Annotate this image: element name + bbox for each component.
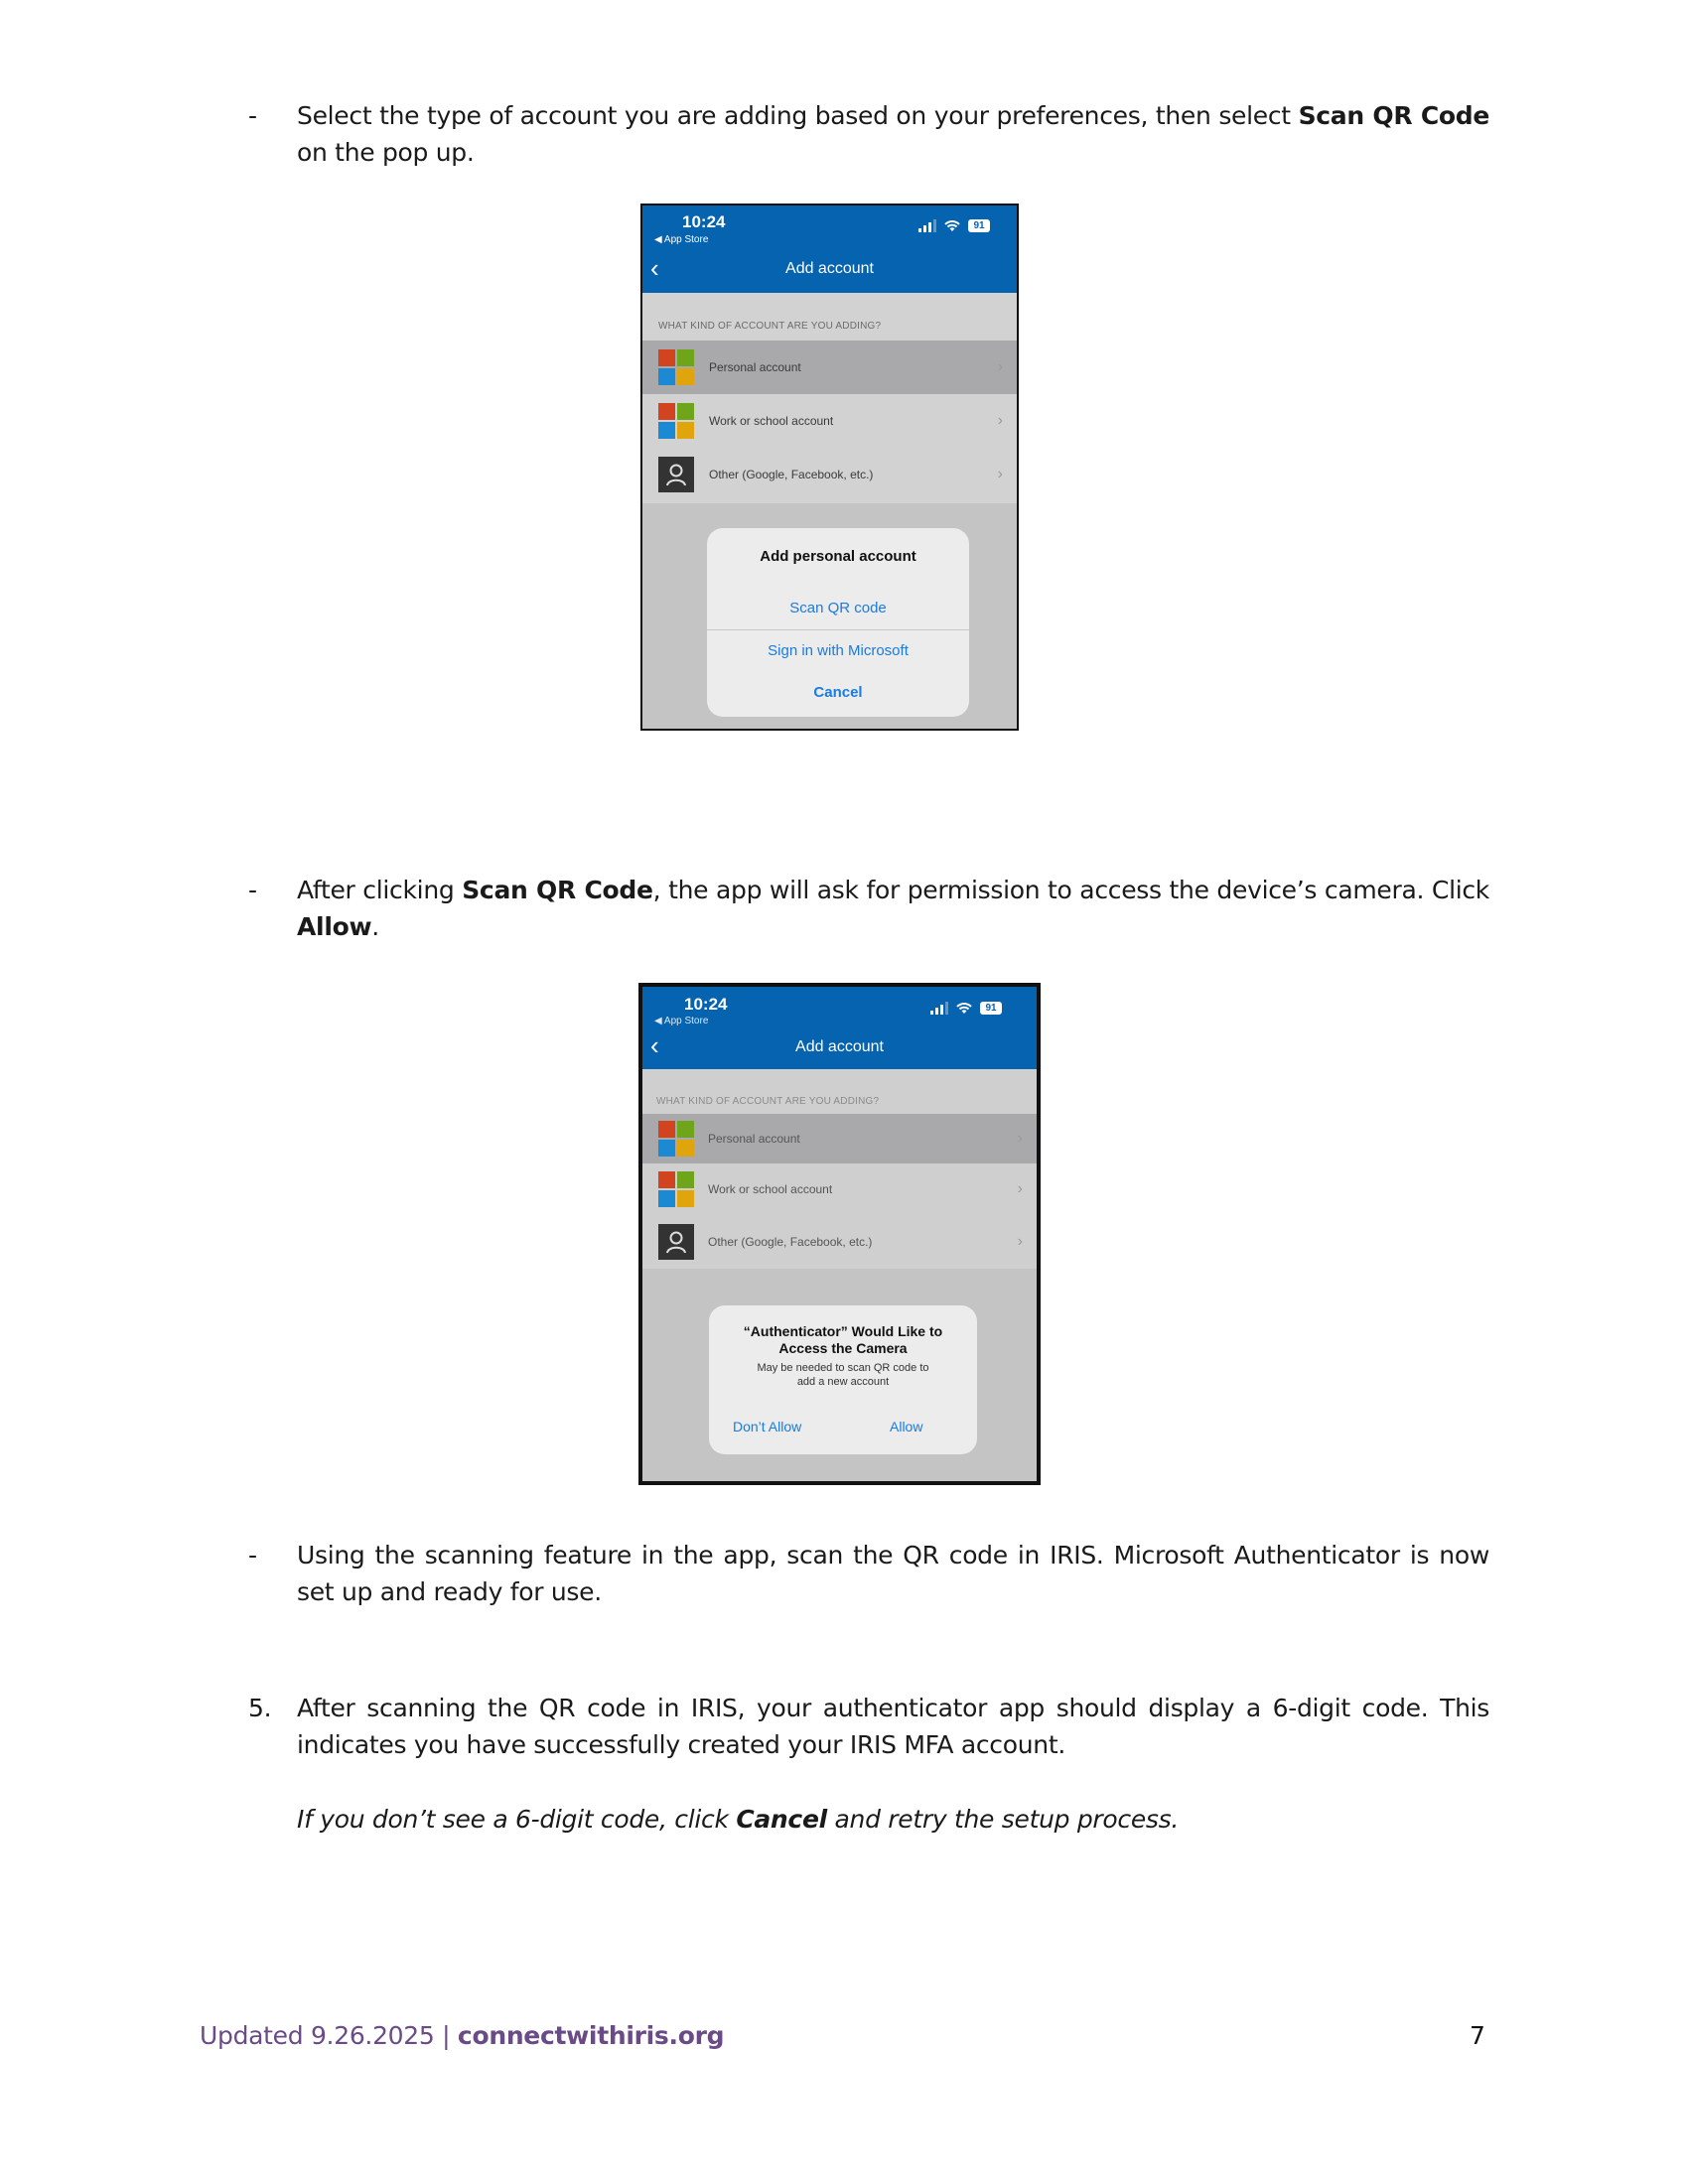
- signal-icon: [930, 1002, 948, 1015]
- status-time: 10:24: [684, 995, 728, 1014]
- dialog-title: “Authenticator” Would Like to Access the Camera: [743, 1323, 943, 1356]
- chevron-left-icon[interactable]: ‹: [650, 1030, 659, 1060]
- chevron-right-icon: ›: [997, 466, 1003, 482]
- screen-title: Add account: [795, 1038, 884, 1055]
- bullet-marker: -: [248, 101, 257, 130]
- microsoft-logo-icon: [658, 1171, 694, 1207]
- bold-scan-qr-code: Scan QR Code: [462, 876, 653, 904]
- section-label: WHAT KIND OF ACCOUNT ARE YOU ADDING?: [658, 321, 882, 332]
- wifi-icon: [956, 1003, 972, 1015]
- step-text: Using the scanning feature in the app, scan the QR code in IRIS. Microsoft Authenticator is now set up and ready for use.: [297, 1541, 1489, 1606]
- microsoft-logo-icon: [658, 349, 694, 385]
- list-item-label: Other (Google, Facebook, etc.): [708, 1234, 873, 1249]
- list-item-label: Personal account: [708, 1132, 800, 1146]
- screen-title: Add account: [785, 260, 874, 277]
- footer-separator: |: [434, 2021, 458, 2050]
- camera-permission-dialog: [709, 1305, 977, 1454]
- account-type-list: [642, 1069, 1037, 1269]
- person-icon: [658, 1224, 694, 1260]
- wifi-icon: [944, 220, 960, 232]
- step-5-confirm-code: [248, 1690, 1489, 1838]
- battery-indicator: 91: [968, 219, 990, 232]
- app-header: [642, 987, 1037, 1069]
- cancel-button[interactable]: Cancel: [813, 684, 863, 701]
- retry-note: If you don’t see a 6-digit code, click Cancel and retry the setup process.: [297, 1805, 1179, 1834]
- bold-allow: Allow: [297, 912, 372, 941]
- chevron-right-icon: ›: [1017, 1232, 1023, 1250]
- microsoft-logo-icon: [658, 1121, 694, 1157]
- app-header: [642, 205, 1017, 293]
- dialog-message: May be needed to scan QR code to add a new account: [757, 1362, 929, 1388]
- chevron-right-icon: ›: [997, 412, 1003, 429]
- list-item-other-account[interactable]: [642, 1215, 1037, 1268]
- step-scan-qr-code: [248, 1537, 1489, 1610]
- step-select-account-type: [248, 97, 1489, 171]
- section-label: WHAT KIND OF ACCOUNT ARE YOU ADDING?: [656, 1096, 880, 1107]
- bold-scan-qr-code: Scan QR Code: [1298, 101, 1489, 130]
- updated-date: Updated 9.26.2025: [200, 2021, 435, 2050]
- signal-icon: [918, 219, 936, 232]
- step-text: Select the type of account you are adding based on your preferences, then select Scan QR Code on the pop up.: [297, 101, 1489, 167]
- page-number: 7: [1470, 2021, 1485, 2050]
- chevron-right-icon: ›: [1017, 1180, 1023, 1197]
- list-item-work-or-school-account[interactable]: [642, 394, 1017, 448]
- bullet-marker: -: [248, 876, 257, 904]
- step-allow-camera: [248, 872, 1489, 945]
- microsoft-logo-icon: [658, 403, 694, 439]
- list-item-label: Other (Google, Facebook, etc.): [709, 468, 874, 481]
- back-to-app-store: ◀ App Store: [654, 234, 709, 245]
- dialog-title: Add personal account: [760, 548, 916, 565]
- scan-qr-code-button[interactable]: Scan QR code: [789, 600, 887, 616]
- list-item-label: Personal account: [709, 360, 801, 374]
- step-text: After scanning the QR code in IRIS, your authenticator app should display a 6-digit code. This indicates you have successfully created your IRIS MFA account.: [297, 1694, 1489, 1759]
- list-item-personal-account[interactable]: [642, 341, 1017, 394]
- list-item-label: Work or school account: [708, 1182, 833, 1196]
- chevron-right-icon: ›: [1017, 1130, 1023, 1147]
- battery-indicator: 91: [980, 1002, 1002, 1015]
- list-number: 5.: [248, 1694, 272, 1722]
- website-link[interactable]: connectwithiris.org: [457, 2021, 725, 2050]
- allow-button[interactable]: Allow: [890, 1419, 923, 1434]
- status-icons: [930, 1002, 1002, 1015]
- back-to-app-store: ◀ App Store: [654, 1016, 709, 1026]
- list-item-work-or-school-account[interactable]: [642, 1163, 1037, 1215]
- bold-cancel: Cancel: [736, 1805, 827, 1834]
- phone-screenshot-camera-permission: [638, 983, 1041, 1485]
- dont-allow-button[interactable]: Don’t Allow: [733, 1419, 802, 1434]
- status-time: 10:24: [682, 212, 726, 231]
- chevron-left-icon[interactable]: ‹: [650, 253, 659, 283]
- account-type-list: [642, 293, 1017, 503]
- chevron-right-icon: ›: [997, 358, 1003, 375]
- add-personal-account-dialog: [707, 528, 969, 717]
- person-icon: [658, 457, 694, 492]
- sign-in-with-microsoft-button[interactable]: Sign in with Microsoft: [768, 642, 909, 659]
- footer: [200, 2021, 724, 2050]
- list-item-personal-account[interactable]: [642, 1114, 1037, 1163]
- step-text: After clicking Scan QR Code, the app will ask for permission to access the device’s camera. Click Allow.: [297, 876, 1489, 941]
- bullet-marker: -: [248, 1541, 257, 1570]
- phone-screenshot-add-personal-account: [640, 204, 1019, 731]
- status-icons: [918, 219, 990, 232]
- list-item-label: Work or school account: [709, 414, 834, 428]
- divider: [707, 629, 969, 630]
- list-item-other-account[interactable]: [642, 448, 1017, 501]
